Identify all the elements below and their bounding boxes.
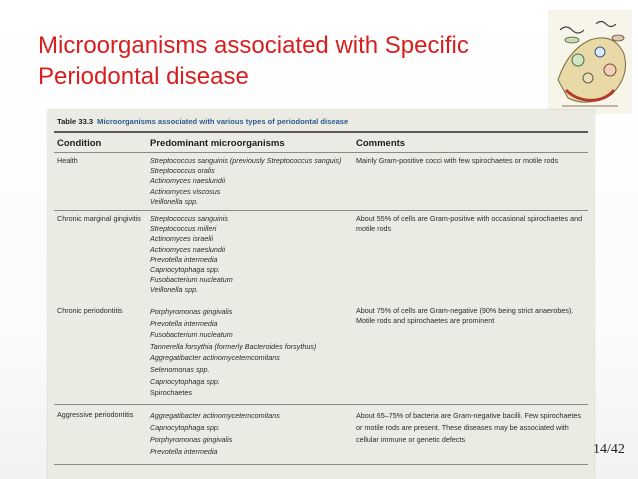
organism-item: Veillonella spp. — [150, 196, 199, 206]
row-condition: Chronic periodontitis — [57, 306, 123, 315]
organism-item: Streptococcus sanguinis (previously Streptococcus sanguis) — [150, 156, 342, 165]
row-organisms — [150, 410, 355, 458]
row-comments: About 55% of cells are Gram-positive with occasional spirochaetes and motile rods — [356, 214, 583, 234]
organism-item: Capnocytophaga spp. — [150, 265, 220, 275]
slide-title-line-1: Microorganisms associated with Specific — [38, 32, 469, 59]
organism-item: Capnocytophaga spp. — [150, 423, 220, 432]
organism-item: Streptococcus milleri — [150, 224, 217, 234]
table-caption — [57, 117, 348, 126]
header-organisms: Predominant microorganisms — [150, 138, 285, 149]
table-bottom-rule — [54, 464, 588, 465]
table-top-rule — [54, 131, 588, 133]
row-comments: Mainly Gram-positive cocci with few spirochaetes or motile rods — [356, 156, 559, 165]
organism-item: Fusobacterium nucleatum — [150, 330, 233, 340]
row-condition: Aggressive periodontitis — [57, 410, 134, 419]
organism-item: Porphyromonas gingivalis — [150, 435, 233, 444]
table-header-rule — [54, 152, 588, 153]
slide-title-line-2: Periodontal disease — [38, 63, 249, 90]
organism-item: Porphyromonas gingivalis — [150, 307, 233, 316]
organism-item: Prevotella intermedia — [150, 254, 218, 264]
header-comments: Comments — [356, 138, 406, 149]
table-caption-number: Table 33.3 — [57, 117, 94, 126]
row-divider — [54, 404, 588, 405]
organism-item: Streptococcus sanguinis — [150, 214, 228, 223]
organism-item: Spirochaetes — [150, 388, 192, 398]
organism-item: Prevotella intermedia — [150, 447, 218, 456]
organism-item: Prevotella intermedia — [150, 318, 218, 328]
organism-item: Streptococcus oralis — [150, 166, 215, 176]
slide-title — [38, 30, 558, 92]
row-condition: Health — [57, 156, 78, 165]
organism-item: Selenomonas spp. — [150, 364, 210, 374]
organism-item: Tannerella forsythia (formerly Bacteroides forsythus) — [150, 341, 317, 351]
header-condition: Condition — [57, 138, 102, 149]
microorganisms-table — [48, 110, 594, 479]
organism-item: Aggregatibacter actinomycetemcomitans — [150, 353, 280, 363]
organism-item: Actinomyces naeslundii — [150, 176, 226, 186]
row-organisms — [150, 306, 355, 399]
row-comments: About 65–75% of bacteria are Gram-negative bacilli. Few spirochaetes or motile rods are present. These diseases may be associated with cellular immune or genetic defects — [356, 411, 581, 444]
page-number: 14/42 — [593, 442, 625, 457]
bacteria-cartoon-illustration-icon — [548, 10, 632, 114]
organism-item: Actinomyces israelii — [150, 234, 214, 244]
table-caption-text: Microorganisms associated with various types of periodontal disease — [97, 117, 349, 126]
organism-item: Actinomyces naeslundii — [150, 244, 226, 254]
organism-item: Capnocytophaga spp. — [150, 376, 220, 386]
organism-item: Fusobacterium nucleatum — [150, 275, 233, 285]
row-organisms — [150, 156, 355, 207]
organism-item: Actinomyces viscosus — [150, 186, 221, 196]
row-comments: About 75% of cells are Gram-negative (90% being strict anaerobes). Motile rods and spirochaetes are prominent — [356, 306, 574, 326]
row-organisms — [150, 214, 355, 296]
organism-item: Aggregatibacter actinomycetemcomitans — [150, 411, 280, 420]
row-condition: Chronic marginal gingivitis — [57, 214, 141, 223]
organism-item: Veillonella spp. — [150, 285, 199, 295]
row-divider — [54, 210, 588, 211]
